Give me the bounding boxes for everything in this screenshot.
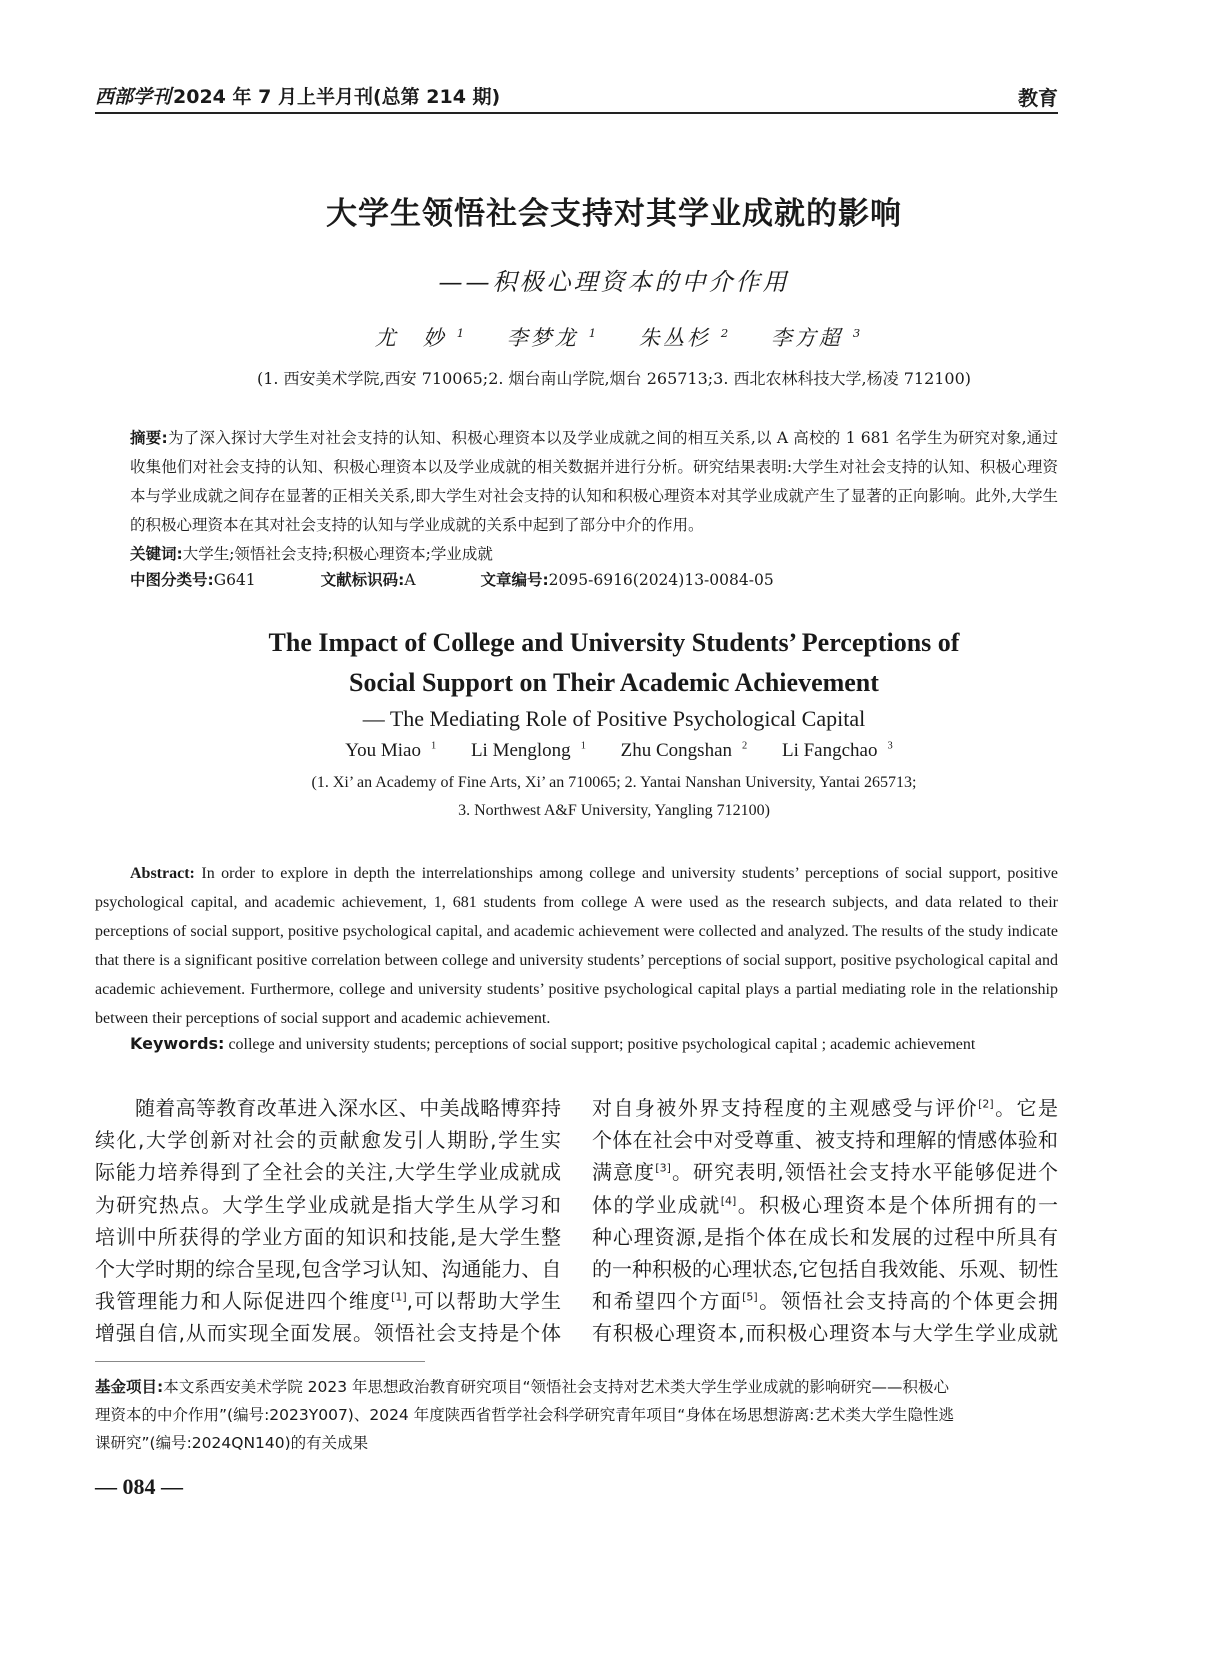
- keywords-en-label: Keywords:: [130, 1034, 225, 1053]
- section-label: 教育: [1018, 86, 1058, 110]
- author-list: [95, 322, 1133, 352]
- paper-title: 大学生领悟社会支持对其学业成就的影响: [326, 196, 902, 232]
- body-line: 个体在社会中对受尊重、被支持和理解的情感体验和: [592, 1128, 1058, 1153]
- doc-code-value: A: [404, 571, 416, 589]
- article-no-value: 2095-6916(2024)13-0084-05: [548, 571, 774, 589]
- citation: [1]: [391, 1290, 407, 1304]
- keywords-en-text: college and university students; perceptions of social support; positive psychological capital ; academic achievement: [228, 1036, 976, 1053]
- journal-issue: [95, 82, 500, 109]
- author: 朱丛杉 $^2$: [638, 326, 732, 350]
- footnote-divider: [95, 1361, 425, 1362]
- body-line: 培训中所获得的学业方面的知识和技能,是大学生整: [95, 1224, 561, 1249]
- author: You Miao $^1$: [345, 740, 437, 761]
- body-line: 满意度[3]。研究表明,领悟社会支持水平能够促进个: [592, 1160, 1058, 1185]
- english-affiliations-1: (1. Xi’ an Academy of Fine Arts, Xi’ an 710065; 2. Yantai Nanshan University, Yantai 265713;: [311, 774, 917, 791]
- fund-line: 课研究”(编号:2024QN140)的有关成果: [95, 1434, 369, 1452]
- body-line: 随着高等教育改革进入深水区、中美战略博弈持: [135, 1096, 561, 1120]
- affiliations: (1. 西安美术学院,西安 710065;2. 烟台南山学院,烟台 265713;3. 西北农林科技大学,杨凌 712100): [256, 369, 972, 388]
- author: 李方超 $^3$: [770, 326, 864, 350]
- body-line: 的一种积极的心理状态,它包括自我效能、乐观、韧性: [592, 1256, 1059, 1281]
- author: Zhu Congshan $^2$: [620, 740, 748, 761]
- english-title-line-2: Social Support on Their Academic Achievement: [349, 668, 879, 697]
- body-column-left: [95, 1092, 561, 1350]
- english-affiliations-2: 3. Northwest A&F University, Yangling 712100): [458, 802, 770, 819]
- keywords-en: [130, 1034, 975, 1054]
- abstract-cn: [130, 424, 1058, 569]
- issue-text: 2024 年 7 月上半月刊(总第 214 期): [173, 86, 501, 108]
- body-line: 有积极心理资本,而积极心理资本与大学生学业成就: [592, 1321, 1058, 1346]
- english-title-line-1: The Impact of College and University Students’ Perceptions of: [268, 628, 960, 657]
- fund-label: 基金项目:: [95, 1378, 164, 1396]
- abstract-text: 为了深入探讨大学生对社会支持的认知、积极心理资本以及学业成就之间的相互关系,以 A 高校的 1 681 名学生为研究对象,通过收集他们对社会支持的认知、积极心理资本以及学业成就的相关数据并进行分析。研究结果表明:大学生对社会支持的认知、积极心理资本与学业成就之间存在显著的正相关关系,即大学生对社会支持的认知和积极心理资本对其学业成就产生了显著的正向影响。此外,大学生的积极心理资本在其对社会支持的认知与学业成就的关系中起到了部分中介的作用。: [130, 429, 1059, 534]
- fund-line: 理资本的中介作用”(编号:2023Y007)、2024 年度陕西省哲学社会科学研究青年项目“身体在场思想游离:艺术类大学生隐性逃: [95, 1406, 954, 1424]
- journal-logo: 西部学刊: [95, 86, 172, 108]
- abstract-en-text: In order to explore in depth the interrelationships among college and university students’ perceptions of social support, positive psychological capital, and academic achievement, 1, 681 students from college A were used as the research subjects, and data related to their perceptions of social support, positive psychological capital, and academic achievement were collected and analyzed. The results of the study indicate that there is a significant positive correlation between college and university students’ perceptions of social support, positive psychological capital and academic achievement. Furthermore, college and university students’ positive psychological capital plays a partial mediating role in the relationship between their perceptions of social support and academic achievement.: [95, 865, 1059, 1027]
- article-no-label: 文章编号:: [480, 571, 549, 589]
- citation: [4]: [720, 1193, 737, 1207]
- page-number: — 084 —: [95, 1474, 183, 1499]
- abstract-en-label: Abstract:: [130, 865, 195, 882]
- body-column-right: [592, 1092, 1058, 1350]
- clc-label: 中图分类号:: [130, 571, 214, 589]
- author: Li Fangchao $^3$: [781, 740, 893, 761]
- body-line: 个大学时期的综合呈现,包含学习认知、沟通能力、自: [95, 1256, 562, 1281]
- paper-subtitle: ——积极心理资本的中介作用: [438, 268, 790, 296]
- author: 李梦龙 $^1$: [506, 326, 600, 350]
- body-line: 增强自信,从而实现全面发展。领悟社会支持是个体: [95, 1321, 561, 1346]
- classification-line: [130, 568, 774, 590]
- citation: [3]: [655, 1161, 671, 1175]
- running-header: [95, 80, 1058, 114]
- keywords-label: 关键词:: [130, 545, 183, 563]
- abstract-en: [95, 859, 1058, 1033]
- doc-code-label: 文献标识码:: [320, 571, 405, 589]
- body-line: 和希望四个方面[5]。领悟社会支持高的个体更会拥: [592, 1289, 1059, 1314]
- citation: [2]: [978, 1097, 994, 1111]
- clc-value: G641: [213, 571, 256, 589]
- fund-line: 本文系西安美术学院 2023 年思想政治教育研究项目“领悟社会支持对艺术类大学生学业成就的影响研究——积极心: [163, 1378, 950, 1396]
- body-line: 际能力培养得到了全社会的关注,大学生学业成就成: [95, 1160, 561, 1185]
- body-line: 我管理能力和人际促进四个维度[1],可以帮助大学生: [95, 1289, 561, 1314]
- body-line: 续化,大学创新对社会的贡献愈发引人期盼,学生实: [95, 1128, 561, 1153]
- body-line: 种心理资源,是指个体在成长和发展的过程中所具有: [592, 1224, 1058, 1249]
- citation: [5]: [742, 1290, 758, 1304]
- keywords-text: 大学生;领悟社会支持;积极心理资本;学业成就: [182, 545, 493, 563]
- english-author-list: [95, 740, 1133, 762]
- author: 尤 妙 $^1$: [374, 326, 468, 350]
- body-line: 为研究热点。大学生学业成就是指大学生从学习和: [95, 1192, 561, 1217]
- funding-footnote: [95, 1373, 1058, 1457]
- body-line: 体的学业成就[4]。积极心理资本是个体所拥有的一: [592, 1192, 1058, 1217]
- body-line: 对自身被外界支持程度的主观感受与评价[2]。它是: [592, 1096, 1059, 1120]
- abstract-label: 摘要:: [130, 429, 168, 447]
- author: Li Menglong $^1$: [470, 740, 586, 761]
- english-subtitle: — The Mediating Role of Positive Psychological Capital: [362, 706, 866, 731]
